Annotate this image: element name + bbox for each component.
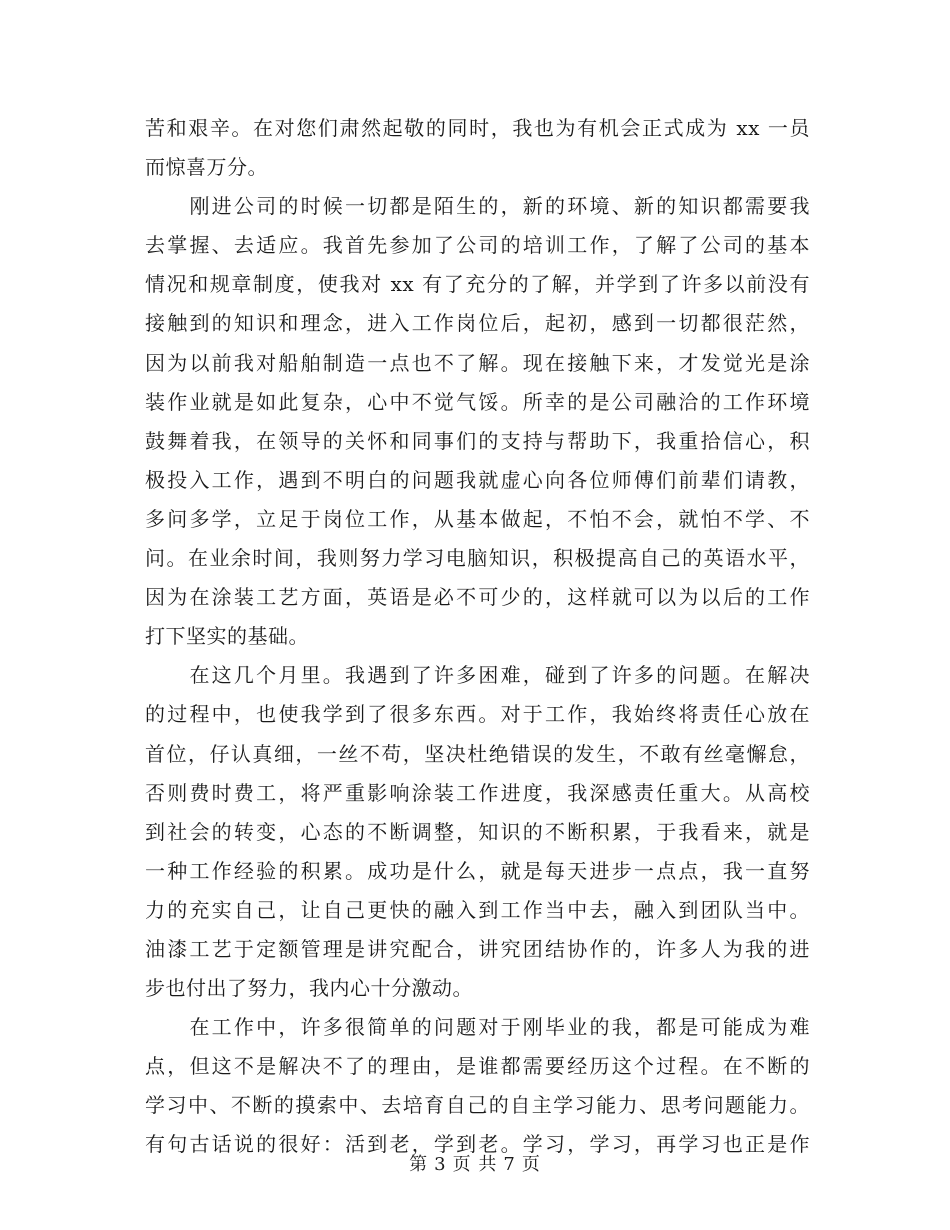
- text-line: 有句古话说的很好：活到老，学到老。学习，学习，再学习也正是作: [145, 1132, 810, 1157]
- text-line: 首位，仔认真细，一丝不苟，坚决杜绝错误的发生，不敢有丝毫懈怠，: [145, 741, 810, 766]
- text-line: 油漆工艺于定额管理是讲究配合，讲究团结协作的，许多人为我的进: [145, 936, 810, 961]
- body-text: [145, 109, 810, 1165]
- text-line: 苦和艰辛。在对您们肃然起敬的同时，我也为有机会正式成为 xx 一员: [145, 116, 810, 140]
- text-line: 刚进公司的时候一切都是陌生的，新的环境、新的知识都需要我: [145, 194, 810, 219]
- text-line: 鼓舞着我，在领导的关怀和同事们的支持与帮助下，我重拾信心，积: [145, 428, 810, 453]
- footer-total-pages: 7: [503, 1154, 516, 1175]
- text-line: 接触到的知识和理念，进入工作岗位后，起初，感到一切都很茫然，: [145, 311, 810, 336]
- text-line: 情况和规章制度，使我对 xx 有了充分的了解，并学到了许多以前没有: [145, 272, 810, 297]
- footer-middle: 页 共: [452, 1154, 498, 1175]
- text-line: 装作业就是如此复杂，心中不觉气馁。所幸的是公司融洽的工作环境: [145, 389, 810, 414]
- text-line: 在这几个月里。我遇到了许多困难，碰到了许多的问题。在解决: [145, 663, 810, 688]
- text-line: 步也付出了努力，我内心十分激动。: [145, 976, 473, 1001]
- footer-suffix: 页: [521, 1154, 541, 1175]
- footer-prefix: 第: [409, 1154, 429, 1175]
- text-line: 的过程中，也使我学到了很多东西。对于工作，我始终将责任心放在: [145, 702, 810, 727]
- text-line: 极投入工作，遇到不明白的问题我就虚心向各位师傅们前辈们请教，: [145, 467, 810, 492]
- text-line: 而惊喜万分。: [145, 155, 268, 180]
- text-line: 否则费时费工，将严重影响涂装工作进度，我深感责任重大。从高校: [145, 780, 810, 805]
- text-line: 多问多学，立足于岗位工作，从基本做起，不怕不会，就怕不学、不: [145, 506, 810, 531]
- text-line: 因为在涂装工艺方面，英语是必不可少的，这样就可以为以后的工作: [145, 585, 810, 610]
- text-line: 力的充实自己，让自己更快的融入到工作当中去，融入到团队当中。: [145, 897, 810, 922]
- text-line: 点，但这不是解决不了的理由，是谁都需要经历这个过程。在不断的: [145, 1054, 810, 1079]
- text-line: 打下坚实的基础。: [145, 624, 309, 649]
- page-footer: [0, 1150, 950, 1176]
- text-line: 一种工作经验的积累。成功是什么，就是每天进步一点点，我一直努: [145, 858, 810, 883]
- text-line: 因为以前我对船舶制造一点也不了解。现在接触下来，才发觉光是涂: [145, 350, 810, 375]
- footer-page-number: 3: [434, 1154, 447, 1175]
- text-line: 学习中、不断的摸索中、去培育自己的自主学习能力、思考问题能力。: [145, 1093, 810, 1118]
- text-line: 去掌握、去适应。我首先参加了公司的培训工作，了解了公司的基本: [145, 233, 810, 258]
- text-line: 问。在业余时间，我则努力学习电脑知识，积极提高自己的英语水平，: [145, 546, 810, 571]
- text-line: 在工作中，许多很简单的问题对于刚毕业的我，都是可能成为难: [145, 1015, 810, 1040]
- text-line: 到社会的转变，心态的不断调整，知识的不断积累，于我看来，就是: [145, 819, 810, 844]
